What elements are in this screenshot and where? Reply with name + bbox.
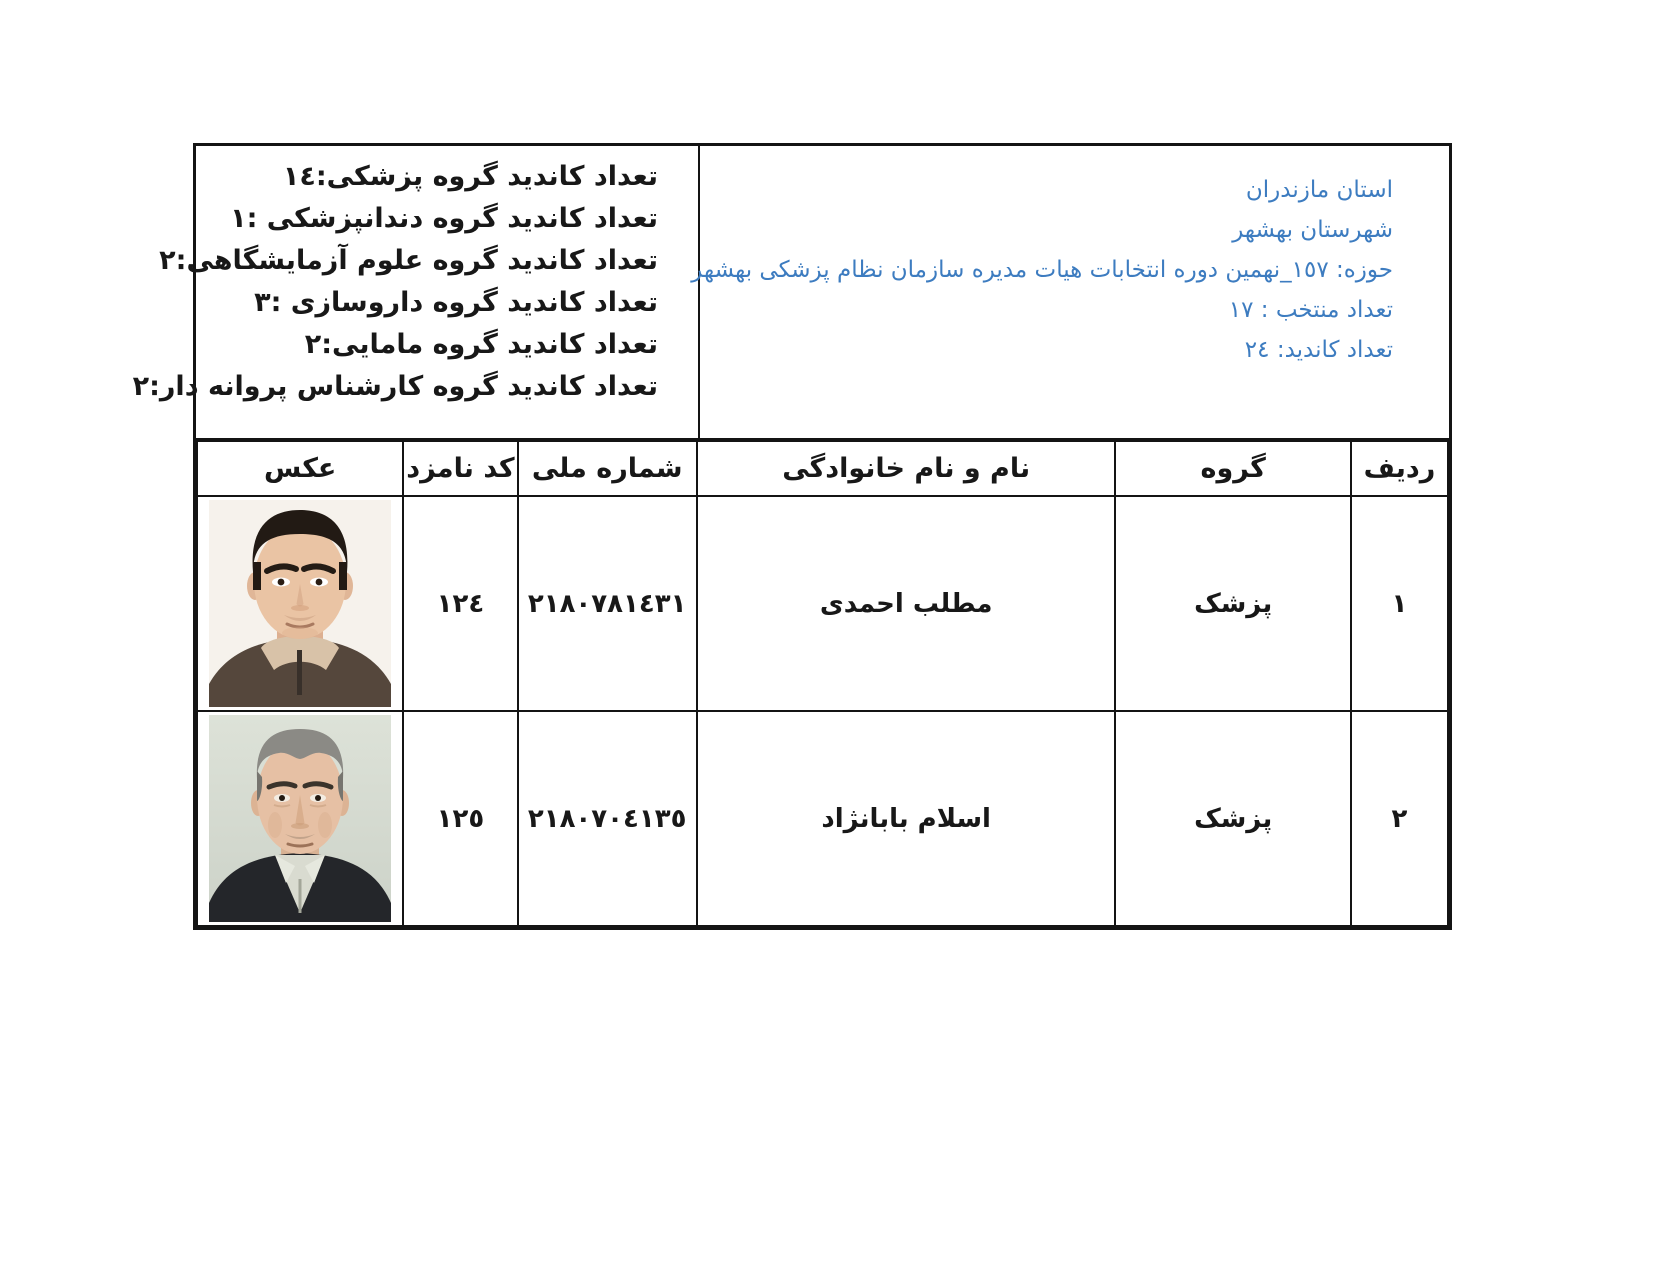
national-id-cell: ٢١٨٠٧٠٤١٣٥ <box>518 711 697 926</box>
candidate-photo-1 <box>209 500 391 707</box>
count-dental-line: تعداد کاندید گروه دندانپزشکی :١ <box>230 203 658 234</box>
col-header-photo: عکس <box>197 441 403 496</box>
county-line: شهرستان بهشهر <box>1232 217 1393 243</box>
candidate-photo-cell <box>197 711 403 926</box>
count-pharmacy-line: تعداد کاندید گروه داروسازی :٣ <box>254 287 658 318</box>
group-counts-box <box>121 146 698 438</box>
group-cell: پزشک <box>1115 496 1350 711</box>
document-header <box>132 146 1449 440</box>
count-midwifery-line: تعداد کاندید گروه مامایی:٢ <box>304 329 658 360</box>
col-header-group: گروه <box>1115 441 1350 496</box>
district-info-box <box>691 146 1449 438</box>
national-id-cell: ٢١٨٠٧٨١٤٣١ <box>518 496 697 711</box>
count-licensed-expert-line: تعداد کاندید گروه کارشناس پروانه دار:٢ <box>132 371 658 402</box>
election-candidate-document <box>132 143 1452 930</box>
province-line: استان مازندران <box>1245 177 1393 203</box>
col-header-name: نام و نام خانوادگی <box>697 441 1116 496</box>
candidate-photo-cell <box>197 496 403 711</box>
count-labsciences-line: تعداد کاندید گروه علوم آزمایشگاهی:٢ <box>159 245 658 276</box>
col-header-radif: ردیف <box>1351 441 1448 496</box>
col-header-candidate-code: کد نامزد <box>403 441 517 496</box>
candidate-photo-2 <box>209 715 391 922</box>
elected-count-line: تعداد منتخب : ١٧ <box>1228 297 1393 323</box>
group-cell: پزشک <box>1115 711 1350 926</box>
table-header-row <box>197 441 1448 496</box>
candidate-row-1 <box>197 496 1448 711</box>
radif-cell: ١ <box>1351 496 1448 711</box>
candidate-row-2 <box>197 711 1448 926</box>
radif-cell: ٢ <box>1351 711 1448 926</box>
candidates-table <box>196 440 1449 927</box>
candidate-count-line: تعداد کاندید: ٢٤ <box>1244 337 1393 363</box>
candidate-code-cell: ١٢٥ <box>403 711 517 926</box>
candidate-code-cell: ١٢٤ <box>403 496 517 711</box>
constituency-line: حوزه: ١٥٧_نهمین دوره انتخابات هیات مدیره سازمان نظام پزشکی بهشهر <box>691 257 1393 283</box>
name-cell: اسلام بابانژاد <box>697 711 1116 926</box>
col-header-national-id: شماره ملی <box>518 441 697 496</box>
count-medical-line: تعداد کاندید گروه پزشکی:١٤ <box>282 161 658 192</box>
name-cell: مطلب احمدی <box>697 496 1116 711</box>
